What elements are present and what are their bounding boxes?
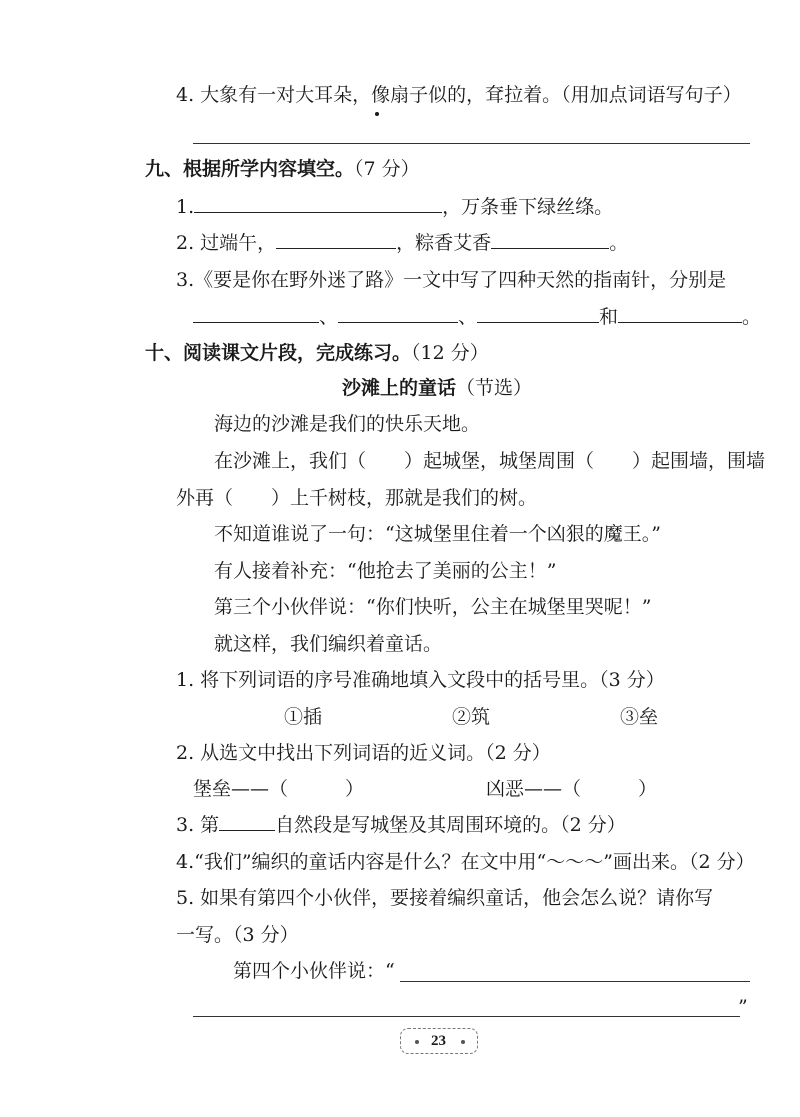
q9-item-3-blank-4[interactable] bbox=[618, 321, 742, 323]
q10-question-5-line-2: 一写。（3 分） bbox=[176, 924, 299, 946]
q9-item-3-blank-1[interactable] bbox=[193, 321, 319, 323]
passage-para-6: 就这样，我们编织着童话。 bbox=[214, 633, 443, 655]
q10-question-5-line-1: 5. 如果有第四个小伙伴，要接着编织童话，他会怎么说？请你写 bbox=[176, 887, 714, 909]
section-10-title: 十、阅读课文片段，完成练习。 bbox=[145, 342, 412, 364]
option-3: ③垒 bbox=[620, 706, 659, 728]
q9-item-2-text-b: ，粽香艾香 bbox=[396, 232, 492, 254]
passage-para-4: 有人接着补充：“他抢去了美丽的公主！” bbox=[214, 560, 557, 582]
section-9-title: 九、根据所学内容填空。 bbox=[145, 158, 355, 180]
conjunction: 和 bbox=[599, 306, 619, 328]
q10-question-3-text-a: 3. 第 bbox=[176, 814, 220, 836]
q9-item-3-blank-2[interactable] bbox=[338, 321, 458, 323]
q9-item-2-text-c: 。 bbox=[609, 232, 629, 254]
passage-para-5: 第三个小伙伴说：“你们快听，公主在城堡里哭呢！” bbox=[214, 596, 652, 618]
q9-item-1 bbox=[176, 198, 613, 217]
option-1: ①插 bbox=[284, 706, 323, 728]
q9-item-2-blank-1[interactable] bbox=[276, 247, 396, 249]
passage-para-2-line-2: 外再（ ）上千树枝，那就是我们的树。 bbox=[176, 487, 538, 509]
passage-para-2-line-1: 在沙滩上，我们（ ）起城堡，城堡周围（ ）起围墙，围墙 bbox=[214, 450, 766, 472]
q10-question-1: 1. 将下列词语的序号准确地填入文段中的括号里。（3 分） bbox=[176, 669, 665, 691]
answer-line[interactable] bbox=[193, 143, 750, 144]
q10-question-2: 2. 从选文中找出下列词语的近义词。（2 分） bbox=[176, 742, 551, 764]
q9-item-3-blank-3[interactable] bbox=[477, 321, 599, 323]
passage-para-3: 不知道谁说了一句：“这城堡里住着一个凶狠的魔王。” bbox=[214, 523, 661, 545]
q9-item-1-blank[interactable] bbox=[194, 211, 442, 213]
period: 。 bbox=[742, 306, 762, 328]
q9-item-2 bbox=[176, 234, 628, 253]
section-10-points: （12 分） bbox=[411, 342, 489, 364]
option-2: ②筑 bbox=[452, 706, 491, 728]
page-number: 23 bbox=[431, 1033, 446, 1049]
separator: 、 bbox=[458, 306, 478, 328]
separator: 、 bbox=[319, 306, 339, 328]
answer-line[interactable] bbox=[400, 981, 750, 982]
q9-item-2-text-a: 2. 过端午， bbox=[176, 232, 277, 254]
q9-item-2-blank-2[interactable] bbox=[491, 247, 609, 249]
passage-title bbox=[342, 379, 532, 398]
q10-question-2-answer-b[interactable]: 凶恶——（ ） bbox=[486, 778, 658, 800]
section-10-heading bbox=[145, 344, 489, 363]
closing-quote: ” bbox=[738, 996, 748, 1018]
decorative-dot bbox=[461, 1040, 465, 1044]
q10-question-3-text-b: 自然段是写城堡及其周围环境的。（2 分） bbox=[275, 814, 626, 836]
q9-item-1-text: ，万条垂下绿丝绦。 bbox=[442, 196, 614, 218]
answer-line[interactable] bbox=[193, 1016, 740, 1017]
passage-title-sub: （节选） bbox=[456, 377, 533, 399]
section-9-points: （7 分） bbox=[354, 158, 420, 180]
q8-item-4: 4. 大象有一对大耳朵，像扇子似的，耷拉着。（用加点词语写句子） bbox=[176, 84, 742, 106]
emphasis-dot bbox=[375, 112, 379, 116]
decorative-dot bbox=[415, 1040, 419, 1044]
q10-question-3-blank[interactable] bbox=[219, 829, 275, 831]
passage-para-1: 海边的沙滩是我们的快乐天地。 bbox=[214, 413, 481, 435]
q9-item-3-answers bbox=[193, 308, 761, 327]
q10-question-2-answer-a[interactable]: 堡垒——（ ） bbox=[193, 778, 365, 800]
q10-question-4: 4.“我们”编织的童话内容是什么？在文中用“～～～”画出来。（2 分） bbox=[176, 851, 755, 873]
q10-question-3 bbox=[176, 816, 626, 835]
passage-title-main: 沙滩上的童话 bbox=[342, 377, 457, 399]
q10-question-5-prompt: 第四个小伙伴说：“ bbox=[233, 960, 395, 982]
q9-item-3: 3.《要是你在野外迷了路》一文中写了四种天然的指南针，分别是 bbox=[176, 269, 727, 291]
section-9-heading bbox=[145, 160, 420, 179]
q9-item-1-number: 1. bbox=[176, 196, 195, 218]
